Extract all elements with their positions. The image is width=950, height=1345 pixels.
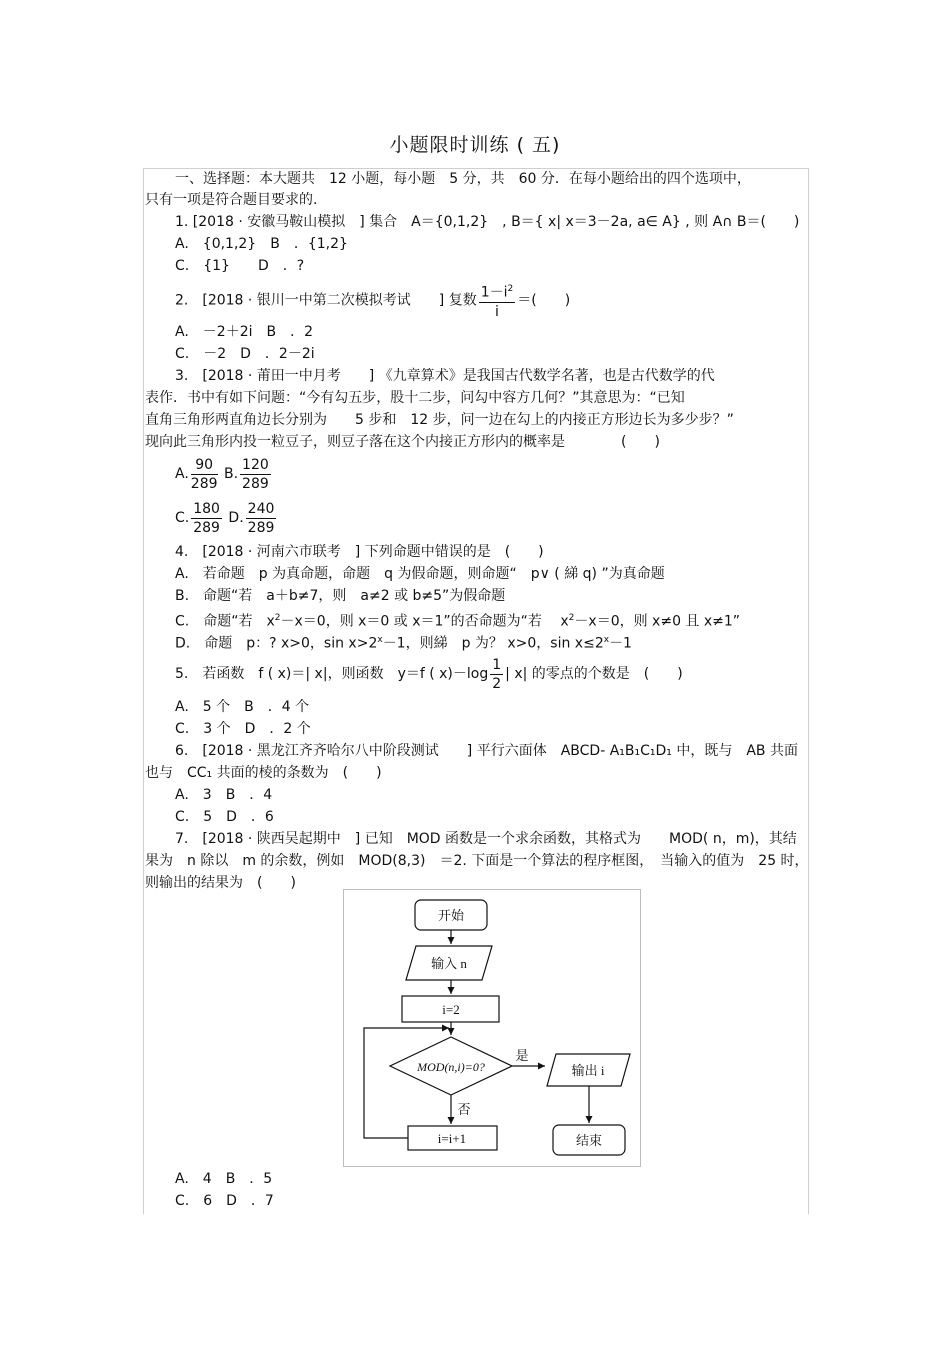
flow-init-text: i=2 xyxy=(442,1002,460,1017)
q3-opt-c-label: C. xyxy=(175,510,190,526)
q4-option-c: C. 命题“若 $x^2-x=0$，则 x＝0 或 x＝1”的否命题为“若 $x^2-x=0$，则 x≠0 且 x≠1” xyxy=(175,613,741,630)
q3-opt-b-frac: $\frac{120}{289}$ xyxy=(242,456,269,492)
q6-options-ab: A. 3 B ．4 xyxy=(175,787,273,803)
q3-line-3: 直角三角形两直角边长分别为 5 步和 12 步，问一边在勾上的内接正方形边长为多少步？” xyxy=(145,412,734,428)
q2-frac-num: $1-i^2$ xyxy=(479,280,516,303)
q1-options-cd: C. {1} D ．? xyxy=(175,258,305,274)
q3-opt-b-label: B. xyxy=(223,466,239,482)
q3-line-1: 3. [2018 · 莆田一中月考 ] 《九章算术》是我国古代数学名著，也是古代数学的代 xyxy=(175,368,715,384)
q6-options-cd: C. 5 D ．6 xyxy=(175,809,274,825)
page-title: 小题限时训练 ( 五) xyxy=(389,134,561,156)
q7-options-cd: C. 6 D ．7 xyxy=(175,1193,274,1209)
q2-fraction xyxy=(479,280,516,321)
q4-option-d: D. 命题 p：? x>0，$\sin x>2^x-1$，则綈 p 为？ x>0，$\sin x\le 2^x-1$ xyxy=(175,635,632,652)
flow-start-text: 开始 xyxy=(437,908,465,923)
q6-line-2: 也与 CC₁ 共面的棱的条数为 ( ) xyxy=(145,765,382,781)
q6-line-1: 6. [2018 · 黑龙江齐齐哈尔八中阶段测试 ] 平行六面体 ABCD- A₁B₁C₁D₁ 中，既与 AB 共面 xyxy=(175,743,798,759)
q3-options-cd xyxy=(175,499,278,537)
flowchart xyxy=(343,889,641,1167)
flowchart-svg xyxy=(344,890,640,1166)
flow-end-text: 结束 xyxy=(575,1133,603,1148)
q4-option-a: A. 若命题 p 为真命题，命题 q 为假命题，则命题“ p∨ ( 綈 q) ”为真命题 xyxy=(175,566,665,582)
q3-line-2: 表作．书中有如下问题：“今有勾五步，股十二步，问勾中容方几何？”其意思为：“已知 xyxy=(145,390,685,406)
q2-power: 2 xyxy=(507,284,514,294)
q4-stem: 4. [2018 · 河南六市联考 ] 下列命题中错误的是 ( ) xyxy=(175,544,544,560)
q1-options-ab: A. {0,1,2} B ．{1,2} xyxy=(175,236,348,252)
flow-incr-text: i=i+1 xyxy=(437,1131,467,1146)
q2-options-cd: C. －2 D ．2－2i xyxy=(175,346,315,362)
q7-options-ab: A. 4 B ．5 xyxy=(175,1171,273,1187)
q5-options-cd: C. 3 个 D ．2 个 xyxy=(175,721,311,737)
flow-cond-text: MOD(n,i)=0? xyxy=(417,1060,485,1074)
q7-line-1: 7. [2018 · 陕西吴起期中 ] 已知 MOD 函数是一个求余函数，其格式为 MOD( n，m)，其结 xyxy=(175,831,797,847)
flow-no-label: 否 xyxy=(457,1102,471,1117)
q3-opt-c-frac: $\frac{180}{289}$ xyxy=(193,500,220,536)
q4-option-b: B. 命题“若 a＋b≠7，则 a≠2 或 b≠5”为假命题 xyxy=(175,588,506,604)
q5-options-ab: A. 5 个 B ．4 个 xyxy=(175,699,310,715)
q7-line-3: 则输出的结果为 ( ) xyxy=(145,875,296,891)
q5-stem: 5. 若函数 f ( x)＝| x|，则函数 y＝f ( x)－log $\frac{1}{2}$ | x| 的零点的个数是 ( ) xyxy=(175,656,683,692)
flow-yes-label: 是 xyxy=(515,1048,529,1063)
q2-stem-pre: 2. [2018 · 银川一中第二次模拟考试 ] 复数 xyxy=(175,292,477,309)
flow-input-text: 输入 n xyxy=(431,956,467,971)
q2-stem-post: ＝( ) xyxy=(517,292,571,309)
q3-line-4: 现向此三角形内投一粒豆子，则豆子落在这个内接正方形内的概率是 ( ) xyxy=(145,434,660,450)
q7-line-2: 果为 n 除以 m 的余数，例如 MOD(8,3) ＝2. 下面是一个算法的程序框图， 当输入的值为 25 时， xyxy=(145,853,809,869)
q3-opt-d-frac: $\frac{240}{289}$ xyxy=(247,500,275,536)
intro-line-1: 一、选择题：本大题共 12 小题，每小题 5 分，共 60 分．在每小题给出的四个选项中， xyxy=(175,171,751,187)
q2-stem xyxy=(175,280,570,321)
q3-opt-d-label: D. xyxy=(228,510,244,526)
flow-output-text: 输出 i xyxy=(571,1063,605,1078)
q2-frac-den: i xyxy=(495,303,499,320)
intro-line-2: 只有一项是符合题目要求的. xyxy=(145,192,318,208)
q1-stem: 1. [2018 · 安徽马鞍山模拟 ] 集合 A＝{0,1,2} , B＝{ x| x＝3－2a, a∈ A} , 则 A∩ B＝( ) xyxy=(175,214,800,230)
q2-options-ab: A. －2＋2i B ．2 xyxy=(175,324,313,340)
q3-opt-a-frac: $\frac{90}{289}$ xyxy=(190,456,218,492)
q3-options-ab xyxy=(175,455,273,493)
q5-log-base-frac: $\frac{1}{2}$ xyxy=(492,656,502,692)
q3-opt-a-label: A. xyxy=(175,466,189,482)
